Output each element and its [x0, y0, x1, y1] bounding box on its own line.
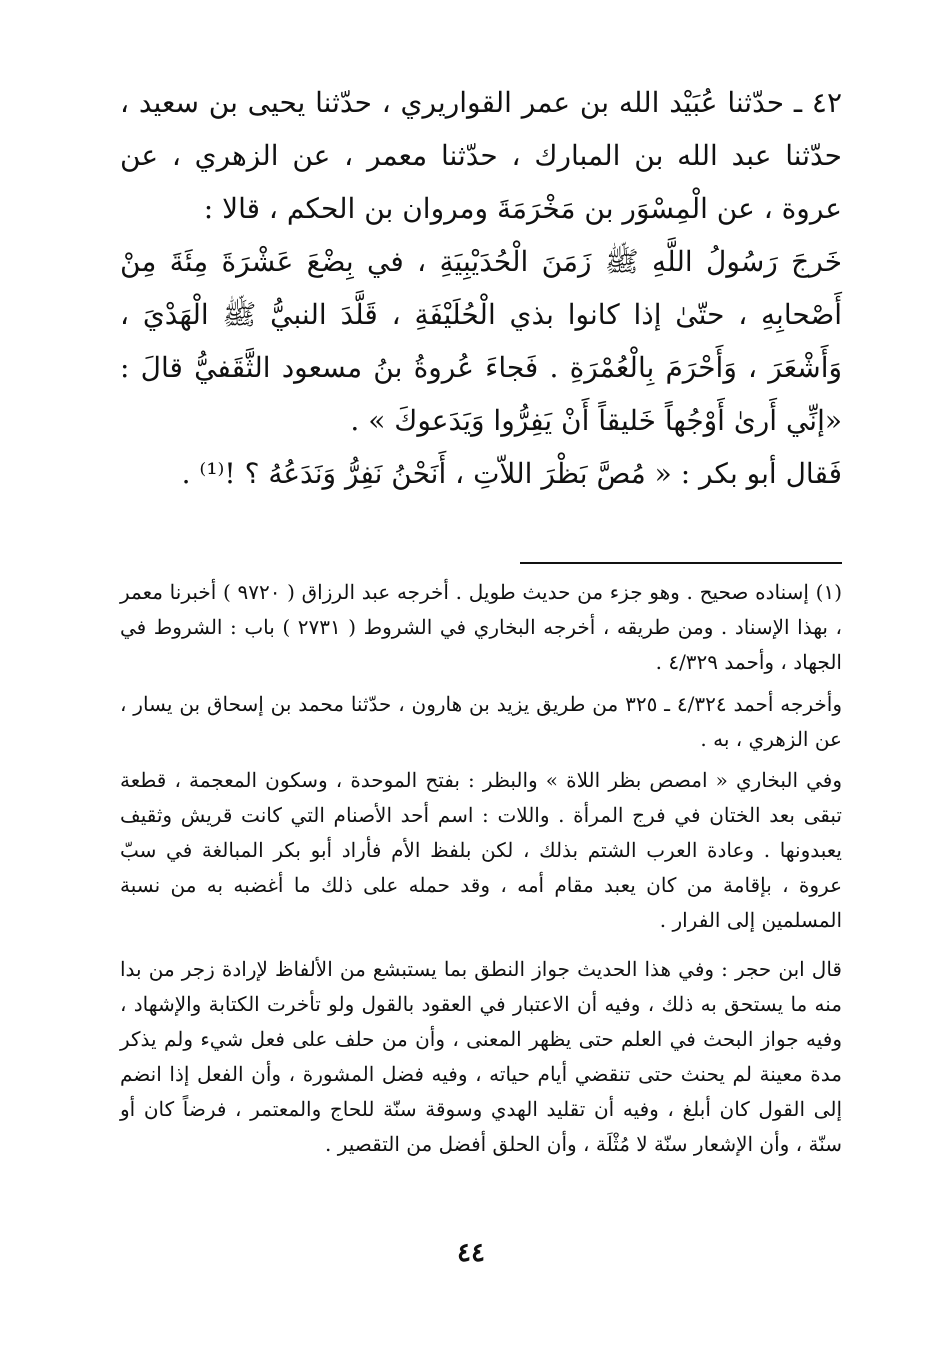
footnote-1: (١) إسناده صحيح . وهو جزء من حديث طويل . أخرجه عبد الرزاق ( ٩٧٢٠ ) أخبرنا معمر ، بهذا الإسناد . ومن طريقه ، أخرجه البخاري في الشروط ( ٢٧٣١ ) باب : الشروط في الجهاد ، وأحمد ٤/٣٢٩ . [120, 580, 842, 674]
footnote-paragraph-4: قال ابن حجر : وفي هذا الحديث جواز النطق بما يستبشع من الألفاظ لإرادة زجر من بدا منه ما يستحق به ذلك ، وفيه أن الاعتبار في العقود بالقول ولو تأخرت الكتابة والإشهاد ، وفيه جواز البحث في العلم حتى يظهر المعنى ، وأن من حلف على فعل شيء ولم يذكر مدة معينة لم يحنث حتى تنقضي أيام حياته ، وفيه فضل المشورة ، وأن الفعل إذا انضم إلى القول كان أبلغ ، وفيه أن تقليد الهدي وسوقة سنّة للحاج والمعتمر ، فرضاً كان أو سنّة ، وأن الإشعار سنّة لا مُثْلَة ، وأن الحلق أفضل من التقصير . [120, 957, 842, 1156]
hadith-matn: خَرجَ رَسُولُ اللَّهِ ﷺ زَمَنَ الْحُدَيْبِيَةِ ، في بِضْعَ عَشْرَةَ مِئَةَ مِنْ أَصْحابِهِ ، حتّىٰ إذا كانوا بذي الْحُلَيْفَةِ ، قَلَّدَ النبيُّ ﷺ الْهَدْيَ ، وَأَشْعَرَ ، وَأَحْرَمَ بِالْعُمْرَةِ . فَجاءَ عُروةُ بنُ مسعود الثَّقَفيُّ قالَ : «إنِّي أَرىٰ أَوْجُهاً خَليقاً أَنْ يَفِرُّوا وَيَدَعوكَ » . [120, 245, 842, 437]
hadith-matn-reply: فَقال أبو بكر : « مُصَّ بَظْرَ اللاّتِ ، أَنَحْنُ نَفِرُّ وَنَدَعُهُ ؟ !⁽¹⁾ . [181, 457, 842, 490]
page-number: ٤٤ [457, 1238, 485, 1268]
footnote-paragraph-3: وفي البخاري « امصص بظر اللاة » والبظر : بفتح الموحدة ، وسكون المعجمة ، قطعة تبقى بعد الختان في فرج المرأة . واللات : اسم أحد الأصنام التي كانت قريش وثقيف يعبدونها . وعادة العرب الشتم بذلك ، لكن بلفظ الأم فأراد أبو بكر المبالغة في سبّ عروة ، بإقامة من كان يعبد مقام أمه ، وقد حمله على ذلك ما أغضبه به من نسبة المسلمين إلى الفرار . [120, 768, 842, 932]
footnote-divider [520, 562, 842, 564]
hadith-isnad: ٤٢ ـ حدّثنا عُبَيْد الله بن عمر القواريري ، حدّثنا يحيى بن سعيد ، حدّثنا عبد الله بن المبارك ، حدّثنا معمر ، عن الزهري ، عن عروة ، عن الْمِسْوَر بن مَخْرَمَةَ ومروان بن الحكم ، قالا : [120, 86, 842, 225]
footnote-paragraph-2: وأخرجه أحمد ٤/٣٢٤ ـ ٣٢٥ من طريق يزيد بن هارون ، حدّثنا محمد بن إسحاق بن يسار ، عن الزهري ، به . [120, 692, 842, 751]
